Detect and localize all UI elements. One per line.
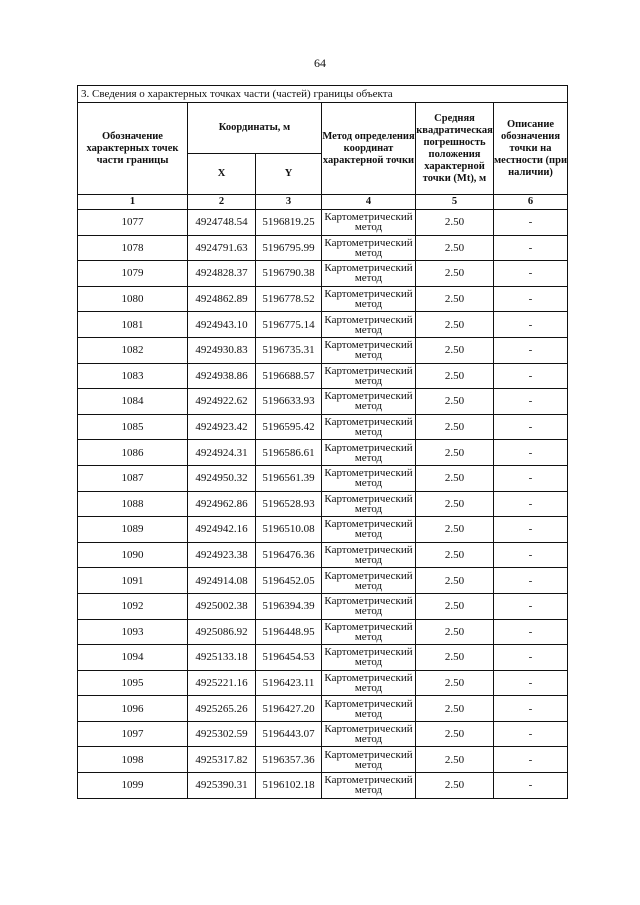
point-id-cell: 1094 <box>78 645 188 671</box>
table-row <box>78 593 568 619</box>
method-text-line1: Картометрический <box>324 364 413 377</box>
method-cell <box>322 210 416 236</box>
description-cell: - <box>494 414 568 440</box>
error-cell: 2.50 <box>416 440 494 466</box>
table-row <box>78 235 568 261</box>
column-number: 2 <box>188 195 256 210</box>
error-cell: 2.50 <box>416 337 494 363</box>
error-cell: 2.50 <box>416 593 494 619</box>
method-text-line1: Картометрический <box>324 671 413 684</box>
x-coordinate-cell: 4924924.31 <box>188 440 256 466</box>
description-cell: - <box>494 389 568 415</box>
column-number: 6 <box>494 195 568 210</box>
method-text-line2: метод <box>354 554 383 567</box>
table-row <box>78 286 568 312</box>
table-row <box>78 542 568 568</box>
error-cell: 2.50 <box>416 235 494 261</box>
table-row <box>78 696 568 722</box>
error-cell: 2.50 <box>416 645 494 671</box>
method-cell <box>322 670 416 696</box>
x-coordinate-cell: 4925133.18 <box>188 645 256 671</box>
method-text-line1: Картометрический <box>324 569 413 582</box>
y-coordinate-cell: 5196561.39 <box>256 465 322 491</box>
column-number: 4 <box>322 195 416 210</box>
table-row <box>78 670 568 696</box>
x-coordinate-cell: 4924914.08 <box>188 568 256 594</box>
method-text-line2: метод <box>354 733 383 746</box>
description-cell: - <box>494 261 568 287</box>
x-coordinate-cell: 4924923.38 <box>188 542 256 568</box>
method-text-line1: Картометрический <box>324 748 413 761</box>
table-row <box>78 645 568 671</box>
point-id-cell: 1090 <box>78 542 188 568</box>
y-coordinate-cell: 5196452.05 <box>256 568 322 594</box>
point-id-cell: 1083 <box>78 363 188 389</box>
method-cell <box>322 696 416 722</box>
boundary-points-table <box>77 85 568 799</box>
method-text-line2: метод <box>354 579 383 592</box>
method-cell <box>322 721 416 747</box>
point-id-cell: 1097 <box>78 721 188 747</box>
method-cell <box>322 568 416 594</box>
error-cell: 2.50 <box>416 363 494 389</box>
method-text-line2: метод <box>354 630 383 643</box>
method-text-line2: метод <box>354 221 383 234</box>
y-coordinate-cell: 5196357.36 <box>256 747 322 773</box>
x-coordinate-cell: 4925317.82 <box>188 747 256 773</box>
method-cell <box>322 363 416 389</box>
method-cell <box>322 593 416 619</box>
description-cell: - <box>494 670 568 696</box>
table-row <box>78 465 568 491</box>
header-method: Метод определения координат характерной точки <box>322 103 416 195</box>
x-coordinate-cell: 4924862.89 <box>188 286 256 312</box>
table-body <box>78 210 568 799</box>
method-text-line1: Картометрический <box>324 313 413 326</box>
table-row <box>78 337 568 363</box>
point-id-cell: 1099 <box>78 773 188 799</box>
header-y: Y <box>256 154 322 195</box>
description-cell: - <box>494 747 568 773</box>
description-cell: - <box>494 440 568 466</box>
table-row <box>78 773 568 799</box>
method-text-line2: метод <box>354 323 383 336</box>
method-cell <box>322 440 416 466</box>
y-coordinate-cell: 5196778.52 <box>256 286 322 312</box>
method-cell <box>322 465 416 491</box>
x-coordinate-cell: 4924943.10 <box>188 312 256 338</box>
y-coordinate-cell: 5196688.57 <box>256 363 322 389</box>
table-row <box>78 440 568 466</box>
description-cell: - <box>494 337 568 363</box>
x-coordinate-cell: 4925390.31 <box>188 773 256 799</box>
description-cell: - <box>494 312 568 338</box>
description-cell: - <box>494 465 568 491</box>
y-coordinate-cell: 5196510.08 <box>256 517 322 543</box>
error-cell: 2.50 <box>416 747 494 773</box>
point-id-cell: 1079 <box>78 261 188 287</box>
header-description: Описание обозначения точки на местности (при наличии) <box>494 103 568 195</box>
description-cell: - <box>494 542 568 568</box>
description-cell: - <box>494 363 568 389</box>
error-cell: 2.50 <box>416 491 494 517</box>
description-cell: - <box>494 491 568 517</box>
method-text-line1: Картометрический <box>324 595 413 608</box>
method-text-line1: Картометрический <box>324 390 413 403</box>
x-coordinate-cell: 4924930.83 <box>188 337 256 363</box>
method-text-line1: Картометрический <box>324 723 413 736</box>
table-row <box>78 568 568 594</box>
method-cell <box>322 645 416 671</box>
method-cell <box>322 414 416 440</box>
table-caption: 3. Сведения о характерных точках части (частей) границы объекта <box>78 86 568 103</box>
y-coordinate-cell: 5196476.36 <box>256 542 322 568</box>
table-row <box>78 491 568 517</box>
point-id-cell: 1087 <box>78 465 188 491</box>
description-cell: - <box>494 645 568 671</box>
method-text-line1: Картометрический <box>324 620 413 633</box>
method-text-line2: метод <box>354 681 383 694</box>
table-row <box>78 721 568 747</box>
y-coordinate-cell: 5196775.14 <box>256 312 322 338</box>
method-text-line2: метод <box>354 707 383 720</box>
x-coordinate-cell: 4925302.59 <box>188 721 256 747</box>
y-coordinate-cell: 5196423.11 <box>256 670 322 696</box>
description-cell: - <box>494 517 568 543</box>
x-coordinate-cell: 4924938.86 <box>188 363 256 389</box>
method-cell <box>322 286 416 312</box>
point-id-cell: 1086 <box>78 440 188 466</box>
method-text-line1: Картометрический <box>324 211 413 224</box>
page-number: 64 <box>314 56 326 70</box>
method-text-line1: Картометрический <box>324 262 413 275</box>
column-number: 3 <box>256 195 322 210</box>
point-id-cell: 1098 <box>78 747 188 773</box>
error-cell: 2.50 <box>416 286 494 312</box>
x-coordinate-cell: 4924748.54 <box>188 210 256 236</box>
method-text-line1: Картометрический <box>324 697 413 710</box>
table-row <box>78 517 568 543</box>
y-coordinate-cell: 5196427.20 <box>256 696 322 722</box>
point-id-cell: 1092 <box>78 593 188 619</box>
error-cell: 2.50 <box>416 465 494 491</box>
method-text-line2: метод <box>354 605 383 618</box>
method-cell <box>322 261 416 287</box>
description-cell: - <box>494 210 568 236</box>
method-text-line2: метод <box>354 349 383 362</box>
table-row <box>78 747 568 773</box>
description-cell: - <box>494 235 568 261</box>
method-text-line1: Картометрический <box>324 518 413 531</box>
method-cell <box>322 312 416 338</box>
point-id-cell: 1095 <box>78 670 188 696</box>
method-text-line1: Картометрический <box>324 467 413 480</box>
method-text-line1: Картометрический <box>324 441 413 454</box>
x-coordinate-cell: 4925086.92 <box>188 619 256 645</box>
error-cell: 2.50 <box>416 721 494 747</box>
method-text-line1: Картометрический <box>324 416 413 429</box>
table-row <box>78 210 568 236</box>
error-cell: 2.50 <box>416 414 494 440</box>
method-text-line2: метод <box>354 400 383 413</box>
method-text-line1: Картометрический <box>324 646 413 659</box>
method-text-line2: метод <box>354 374 383 387</box>
error-cell: 2.50 <box>416 312 494 338</box>
point-id-cell: 1091 <box>78 568 188 594</box>
table-row <box>78 261 568 287</box>
point-id-cell: 1082 <box>78 337 188 363</box>
x-coordinate-cell: 4924791.63 <box>188 235 256 261</box>
error-cell: 2.50 <box>416 670 494 696</box>
method-text-line2: метод <box>354 758 383 771</box>
y-coordinate-cell: 5196448.95 <box>256 619 322 645</box>
x-coordinate-cell: 4924950.32 <box>188 465 256 491</box>
method-text-line2: метод <box>354 784 383 797</box>
error-cell: 2.50 <box>416 696 494 722</box>
y-coordinate-cell: 5196595.42 <box>256 414 322 440</box>
x-coordinate-cell: 4924828.37 <box>188 261 256 287</box>
header-coordinates: Координаты, м <box>188 103 322 154</box>
x-coordinate-cell: 4925002.38 <box>188 593 256 619</box>
y-coordinate-cell: 5196394.39 <box>256 593 322 619</box>
description-cell: - <box>494 568 568 594</box>
point-id-cell: 1088 <box>78 491 188 517</box>
description-cell: - <box>494 286 568 312</box>
point-id-cell: 1081 <box>78 312 188 338</box>
method-cell <box>322 235 416 261</box>
method-text-line1: Картометрический <box>324 288 413 301</box>
x-coordinate-cell: 4924923.42 <box>188 414 256 440</box>
method-text-line2: метод <box>354 246 383 259</box>
x-coordinate-cell: 4925265.26 <box>188 696 256 722</box>
column-number: 1 <box>78 195 188 210</box>
error-cell: 2.50 <box>416 210 494 236</box>
method-cell <box>322 773 416 799</box>
point-id-cell: 1085 <box>78 414 188 440</box>
method-text-line2: метод <box>354 656 383 669</box>
table-row <box>78 389 568 415</box>
x-coordinate-cell: 4925221.16 <box>188 670 256 696</box>
x-coordinate-cell: 4924942.16 <box>188 517 256 543</box>
y-coordinate-cell: 5196790.38 <box>256 261 322 287</box>
point-id-cell: 1078 <box>78 235 188 261</box>
error-cell: 2.50 <box>416 517 494 543</box>
description-cell: - <box>494 773 568 799</box>
method-cell <box>322 337 416 363</box>
method-text-line1: Картометрический <box>324 492 413 505</box>
description-cell: - <box>494 593 568 619</box>
header-x: X <box>188 154 256 195</box>
table-row <box>78 414 568 440</box>
method-text-line1: Картометрический <box>324 339 413 352</box>
method-cell <box>322 491 416 517</box>
method-text-line2: метод <box>354 272 383 285</box>
y-coordinate-cell: 5196454.53 <box>256 645 322 671</box>
method-text-line2: метод <box>354 528 383 541</box>
error-cell: 2.50 <box>416 389 494 415</box>
description-cell: - <box>494 619 568 645</box>
y-coordinate-cell: 5196633.93 <box>256 389 322 415</box>
header-designation: Обозначение характерных точек части границы <box>78 103 188 195</box>
method-text-line2: метод <box>354 426 383 439</box>
y-coordinate-cell: 5196586.61 <box>256 440 322 466</box>
point-id-cell: 1089 <box>78 517 188 543</box>
x-coordinate-cell: 4924922.62 <box>188 389 256 415</box>
method-cell <box>322 542 416 568</box>
table-row <box>78 312 568 338</box>
y-coordinate-cell: 5196795.99 <box>256 235 322 261</box>
method-text-line1: Картометрический <box>324 236 413 249</box>
error-cell: 2.50 <box>416 568 494 594</box>
point-id-cell: 1080 <box>78 286 188 312</box>
y-coordinate-cell: 5196528.93 <box>256 491 322 517</box>
y-coordinate-cell: 5196735.31 <box>256 337 322 363</box>
x-coordinate-cell: 4924962.86 <box>188 491 256 517</box>
y-coordinate-cell: 5196102.18 <box>256 773 322 799</box>
description-cell: - <box>494 721 568 747</box>
header-error: Средняя квадратическая погрешность положения характерной точки (Mt), м <box>416 103 494 195</box>
error-cell: 2.50 <box>416 261 494 287</box>
table-row <box>78 363 568 389</box>
point-id-cell: 1096 <box>78 696 188 722</box>
method-text-line2: метод <box>354 298 383 311</box>
method-cell <box>322 747 416 773</box>
method-text-line1: Картометрический <box>324 774 413 787</box>
error-cell: 2.50 <box>416 542 494 568</box>
point-id-cell: 1093 <box>78 619 188 645</box>
method-cell <box>322 389 416 415</box>
method-text-line2: метод <box>354 477 383 490</box>
y-coordinate-cell: 5196819.25 <box>256 210 322 236</box>
error-cell: 2.50 <box>416 773 494 799</box>
method-text-line1: Картометрический <box>324 544 413 557</box>
method-text-line2: метод <box>354 451 383 464</box>
description-cell: - <box>494 696 568 722</box>
method-cell <box>322 517 416 543</box>
column-number: 5 <box>416 195 494 210</box>
method-cell <box>322 619 416 645</box>
table-row <box>78 619 568 645</box>
y-coordinate-cell: 5196443.07 <box>256 721 322 747</box>
method-text-line2: метод <box>354 502 383 515</box>
point-id-cell: 1084 <box>78 389 188 415</box>
error-cell: 2.50 <box>416 619 494 645</box>
point-id-cell: 1077 <box>78 210 188 236</box>
